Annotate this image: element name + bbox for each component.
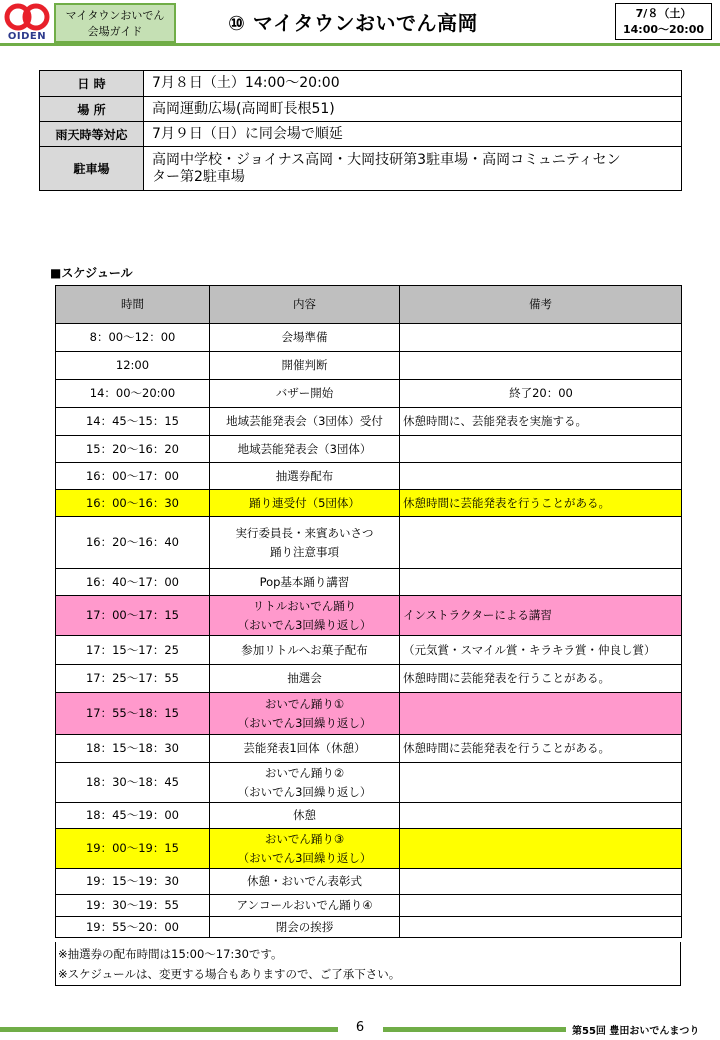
info-key: 日 時: [40, 71, 144, 97]
header-divider: [0, 43, 720, 46]
footer-divider-right: [383, 1027, 566, 1032]
table-row: [56, 636, 682, 665]
footnote-changes: ※スケジュールは、変更する場合もありますので、ご了承下さい。: [58, 967, 401, 981]
row-content: 芸能発表1回体（休憩）: [210, 735, 400, 763]
footer-divider-left: [0, 1027, 338, 1032]
info-key: 雨天時等対応: [40, 122, 144, 147]
table-row: [56, 803, 682, 829]
row-content: 開催判断: [210, 352, 400, 380]
row-content: Pop基本踊り講習: [210, 569, 400, 596]
row-content: 踊り連受付（5団体）: [210, 490, 400, 517]
info-row-parking: [40, 147, 682, 191]
guide-line-1: マイタウンおいでん: [65, 9, 165, 22]
row-content: [210, 763, 400, 803]
row-content: 地域芸能発表会（3団体）: [210, 436, 400, 463]
content-line-1: おいでん踊り①: [264, 696, 345, 711]
row-content: [210, 693, 400, 735]
table-row-highlighted: [56, 693, 682, 735]
table-row: [56, 436, 682, 463]
table-row: [56, 917, 682, 938]
table-row-highlighted: [56, 829, 682, 869]
guide-line-2: 会場ガイド: [87, 25, 143, 38]
info-row-datetime: [40, 71, 682, 97]
table-row: [56, 895, 682, 917]
content-line-1: おいでん踊り②: [264, 765, 345, 780]
content-line-2: （おいでん3回繰り返し）: [237, 715, 372, 730]
table-row: [56, 763, 682, 803]
content-line-1: 実行委員長・来賓あいさつ: [235, 525, 374, 540]
table-row: [56, 735, 682, 763]
row-remarks: （元気賞・スマイル賞・キラキラ賞・仲良し賞）: [400, 636, 682, 665]
row-remarks: [400, 436, 682, 463]
content-line-2: （おいでん3回繰り返し）: [237, 784, 372, 799]
row-content: 休憩・おいでん表彰式: [210, 869, 400, 895]
row-time: 12:00: [56, 352, 210, 380]
row-time: 19：55～20：00: [56, 917, 210, 938]
header-content: 内容: [210, 286, 400, 324]
row-time: 16：00～17：00: [56, 463, 210, 490]
row-time: 19：00～19：15: [56, 829, 210, 869]
footnote-distribution: ※抽選券の配布時間は15:00～17:30です。: [58, 947, 283, 961]
header-remarks: 備考: [400, 286, 682, 324]
row-remarks: [400, 917, 682, 938]
info-value: 高岡運動広場(高岡町長根51): [144, 97, 682, 122]
page-title: ⑩ マイタウンおいでん高岡: [228, 11, 478, 35]
content-line-1: おいでん踊り③: [264, 831, 345, 846]
row-time: 18：15～18：30: [56, 735, 210, 763]
row-time: 17：55～18：15: [56, 693, 210, 735]
row-time: 17：15～17：25: [56, 636, 210, 665]
row-remarks: [400, 693, 682, 735]
content-line-2: （おいでん3回繰り返し）: [237, 617, 372, 632]
info-key: 駐車場: [40, 147, 144, 191]
row-time: 8：00～12：00: [56, 324, 210, 352]
row-remarks: [400, 463, 682, 490]
row-time: 19：30～19：55: [56, 895, 210, 917]
table-row: [56, 463, 682, 490]
content-line-2: （おいでん3回繰り返し）: [237, 850, 372, 865]
row-remarks: 休憩時間に、芸能発表を実施する。: [400, 408, 682, 436]
row-remarks: [400, 569, 682, 596]
row-remarks: インストラクターによる講習: [400, 596, 682, 636]
row-content: 抽選券配布: [210, 463, 400, 490]
row-remarks: 終了20：00: [400, 380, 682, 408]
info-value: [144, 147, 682, 191]
row-remarks: [400, 895, 682, 917]
row-time: 19：15～19：30: [56, 869, 210, 895]
row-remarks: 休憩時間に芸能発表を行うことがある。: [400, 735, 682, 763]
row-remarks: 休憩時間に芸能発表を行うことがある。: [400, 490, 682, 517]
page-number: 6: [355, 1020, 365, 1035]
venue-guide-label: [54, 3, 176, 43]
row-time: 17：00～17：15: [56, 596, 210, 636]
row-remarks: [400, 517, 682, 569]
info-value: 7月８日（土）14:00～20:00: [144, 71, 682, 97]
row-time: 18：45～19：00: [56, 803, 210, 829]
schedule-header-row: [56, 286, 682, 324]
content-line-2: 踊り注意事項: [270, 544, 339, 559]
row-time: 16：20～16：40: [56, 517, 210, 569]
schedule-table: [55, 285, 682, 938]
row-time: 14：00～20:00: [56, 380, 210, 408]
header-time: 時間: [56, 286, 210, 324]
info-row-rain: [40, 122, 682, 147]
row-content: [210, 829, 400, 869]
row-time: 16：40～17：00: [56, 569, 210, 596]
row-remarks: [400, 803, 682, 829]
date-box: [615, 3, 712, 40]
row-remarks: 休憩時間に芸能発表を行うことがある。: [400, 665, 682, 693]
row-content: 参加リトルへお菓子配布: [210, 636, 400, 665]
table-row-highlighted: [56, 596, 682, 636]
table-row-highlighted: [56, 490, 682, 517]
info-value: 7月９日（日）に同会場で順延: [144, 122, 682, 147]
schedule-heading: ■スケジュール: [50, 266, 133, 280]
row-remarks: [400, 763, 682, 803]
row-remarks: [400, 869, 682, 895]
table-row: [56, 352, 682, 380]
row-content: 抽選会: [210, 665, 400, 693]
content-line-1: リトルおいでん踊り: [252, 598, 357, 613]
logo-text: OIDEN: [7, 31, 47, 42]
table-row: [56, 665, 682, 693]
table-row: [56, 380, 682, 408]
info-row-place: [40, 97, 682, 122]
row-content: 閉会の挨拶: [210, 917, 400, 938]
row-remarks: [400, 352, 682, 380]
table-row: [56, 869, 682, 895]
event-info-table: [39, 70, 682, 191]
row-content: [210, 517, 400, 569]
table-row: [56, 517, 682, 569]
parking-line-1: 高岡中学校・ジョイナス高岡・大岡技研第3駐車場・高岡コミュニティセン: [152, 151, 621, 168]
row-content: アンコールおいでん踊り④: [210, 895, 400, 917]
info-key: 場 所: [40, 97, 144, 122]
table-row: [56, 569, 682, 596]
row-remarks: [400, 829, 682, 869]
table-row: [56, 408, 682, 436]
row-time: 16：00～16：30: [56, 490, 210, 517]
date-line-2: 14:00～20:00: [622, 23, 705, 36]
row-time: 17：25～17：55: [56, 665, 210, 693]
row-remarks: [400, 324, 682, 352]
table-row: [56, 324, 682, 352]
row-time: 15：20～16：20: [56, 436, 210, 463]
schedule-footnotes: [55, 942, 681, 986]
row-content: 地域芸能発表会（3団体）受付: [210, 408, 400, 436]
row-time: 18：30～18：45: [56, 763, 210, 803]
row-content: 休憩: [210, 803, 400, 829]
row-content: 会場準備: [210, 324, 400, 352]
row-content: バザー開始: [210, 380, 400, 408]
date-line-1: 7/８（土）: [635, 7, 692, 20]
row-content: [210, 596, 400, 636]
parking-line-2: ター第2駐車場: [152, 168, 245, 185]
row-time: 14：45～15：15: [56, 408, 210, 436]
footer-event-name: 第55回 豊田おいでんまつり: [572, 1026, 700, 1037]
